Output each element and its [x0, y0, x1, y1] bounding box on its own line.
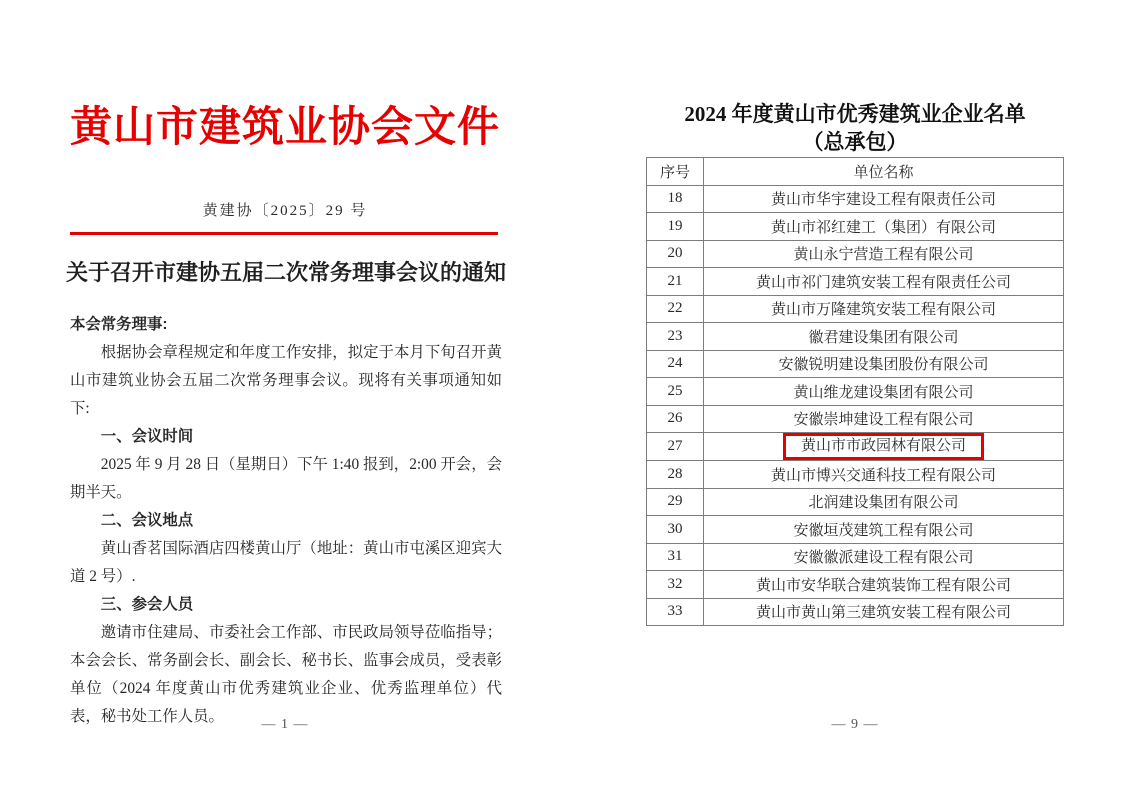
row-no: 23: [647, 323, 704, 351]
table-row: [647, 516, 1064, 544]
row-name-cell: [704, 350, 1064, 378]
list-title: [638, 100, 1072, 156]
row-name-cell: [704, 240, 1064, 268]
row-no: 22: [647, 295, 704, 323]
table-row: [647, 323, 1064, 351]
notice-heading: 关于召开市建协五届二次常务理事会议的通知: [66, 260, 507, 285]
company-table-body: [647, 185, 1064, 626]
table-row: [647, 405, 1064, 433]
table-row: [647, 268, 1064, 296]
notice-body: [70, 311, 502, 731]
table-row: [647, 240, 1064, 268]
table-row: [647, 598, 1064, 626]
row-no: 32: [647, 571, 704, 599]
section-body-2: 黄山香茗国际酒店四楼黄山厅（地址：黄山市屯溪区迎宾大道 2 号）.: [70, 540, 502, 585]
row-name-cell: [704, 405, 1064, 433]
row-name-text: 黄山维龙建设集团有限公司: [793, 384, 974, 401]
table-row: [647, 185, 1064, 213]
table-row: [647, 433, 1064, 461]
row-name-cell: [704, 461, 1064, 489]
table-row: [647, 378, 1064, 406]
row-no: 28: [647, 461, 704, 489]
table-header-row: [647, 158, 1064, 186]
section-body-3: 邀请市住建局、市委社会工作部、市民政局领导莅临指导；本会会长、常务副会长、副会长、秘书长、监事会成员，受表彰单位（2024 年度黄山市优秀建筑业企业、优秀监理单位）代表，秘书处工作人员。: [70, 624, 502, 725]
row-name-cell: [704, 543, 1064, 571]
row-no: 19: [647, 213, 704, 241]
row-no: 29: [647, 488, 704, 516]
row-name-cell: [704, 488, 1064, 516]
row-name-text: 黄山市万隆建筑安装工程有限公司: [770, 302, 996, 319]
row-no: 27: [647, 433, 704, 461]
row-name-text: 黄山市祁门建筑安装工程有限责任公司: [755, 274, 1011, 291]
table-row: [647, 213, 1064, 241]
intro-paragraph: 根据协会章程规定和年度工作安排，拟定于本月下旬召开黄山市建筑业协会五届二次常务理事会议。现将有关事项通知如下:: [70, 344, 502, 417]
table-row: [647, 488, 1064, 516]
section-title-2: 二、会议地点: [100, 512, 194, 529]
row-name-text: 安徽垣茂建筑工程有限公司: [793, 522, 974, 539]
row-name-text: 黄山市市政园林有限公司: [783, 433, 984, 460]
row-name-text: 黄山永宁营造工程有限公司: [793, 247, 974, 264]
row-no: 20: [647, 240, 704, 268]
row-name-cell: [704, 185, 1064, 213]
row-name-cell: [704, 323, 1064, 351]
masthead-title: 黄山市建筑业协会文件: [70, 103, 501, 150]
row-name-cell: [704, 268, 1064, 296]
row-name-text: 黄山市祁红建工（集团）有限公司: [770, 219, 996, 236]
row-no: 30: [647, 516, 704, 544]
row-name-text: 徽君建设集团有限公司: [808, 329, 959, 346]
section-title-1: 一、会议时间: [100, 428, 194, 445]
row-name-text: 安徽徽派建设工程有限公司: [793, 550, 974, 567]
row-name-cell: [704, 598, 1064, 626]
company-table: [646, 157, 1064, 626]
row-name-text: 黄山市博兴交通科技工程有限公司: [770, 467, 996, 484]
row-name-cell: [704, 295, 1064, 323]
table-row: [647, 571, 1064, 599]
page-number-right: — 9 —: [831, 717, 879, 732]
row-name-cell: [704, 378, 1064, 406]
section-title-3: 三、参会人员: [100, 596, 194, 613]
row-name-cell: [704, 516, 1064, 544]
row-no: 31: [647, 543, 704, 571]
table-header-name: 单位名称: [704, 158, 1064, 186]
row-name-text: 安徽崇坤建设工程有限公司: [793, 412, 974, 429]
row-name-text: 黄山市黄山第三建筑安装工程有限公司: [755, 605, 1011, 622]
row-name-cell: [704, 213, 1064, 241]
row-name-text: 北润建设集团有限公司: [808, 495, 959, 512]
row-no: 24: [647, 350, 704, 378]
row-name-text: 黄山市华宇建设工程有限责任公司: [770, 192, 996, 209]
table-row: [647, 350, 1064, 378]
list-title-line1: 2024 年度黄山市优秀建筑业企业名单: [684, 102, 1026, 126]
table-row: [647, 543, 1064, 571]
red-rule-divider: [70, 232, 498, 235]
list-title-line2: （总承包）: [802, 130, 908, 154]
row-no: 21: [647, 268, 704, 296]
row-no: 25: [647, 378, 704, 406]
row-no: 26: [647, 405, 704, 433]
page-number-left: — 1 —: [261, 717, 309, 732]
table-row: [647, 461, 1064, 489]
row-name-text: 黄山市安华联合建筑装饰工程有限公司: [755, 577, 1011, 594]
salutation: 本会常务理事:: [70, 316, 168, 333]
table-header-no: 序号: [647, 158, 704, 186]
table-row: [647, 295, 1064, 323]
section-body-1: 2025 年 9 月 28 日（星期日）下午 1:40 报到，2:00 开会，会期半天。: [70, 456, 502, 501]
document-number: 黄建协〔2025〕29 号: [202, 203, 368, 219]
row-name-text: 安徽锐明建设集团股份有限公司: [778, 357, 989, 374]
row-name-cell: [704, 571, 1064, 599]
row-no: 33: [647, 598, 704, 626]
row-no: 18: [647, 185, 704, 213]
row-name-cell: [704, 433, 1064, 461]
